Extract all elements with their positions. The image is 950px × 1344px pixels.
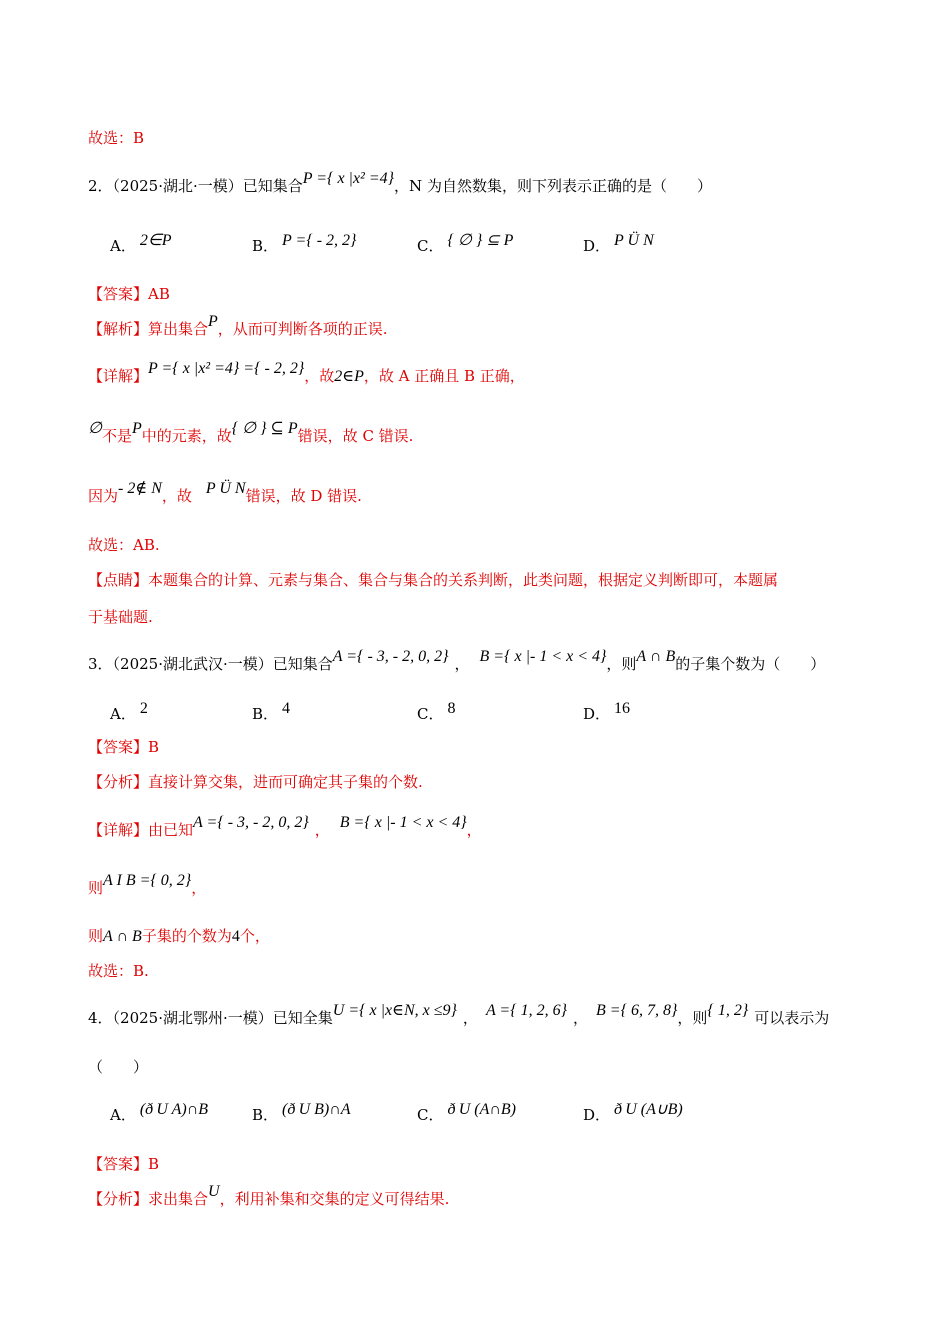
q4-option-c[interactable] xyxy=(417,1101,516,1126)
q3-option-a[interactable] xyxy=(110,700,148,725)
q3-detail-line-2 xyxy=(88,872,207,899)
option-label: A． xyxy=(110,1106,136,1124)
q4-option-d[interactable] xyxy=(583,1101,683,1126)
detail-text: ，故 xyxy=(304,367,335,385)
q2-answer: 【答案】AB xyxy=(88,285,170,303)
detail-math-2: { ∅ } ⊆ P xyxy=(231,420,298,437)
q4-stem-text-2: ，则 xyxy=(677,1009,708,1027)
analysis-math: P xyxy=(208,313,218,330)
separator-end: ， xyxy=(191,879,207,897)
q3-conclusion: 故选：B. xyxy=(88,962,149,980)
q4-set-a: A ={ 1, 2, 6} xyxy=(485,1002,568,1019)
q2-detail-line-2 xyxy=(88,420,414,447)
q2-option-a[interactable] xyxy=(110,232,172,257)
separator: ， xyxy=(462,1009,478,1027)
q4-answer: 【答案】B xyxy=(88,1155,160,1173)
q4-option-b[interactable] xyxy=(252,1101,351,1126)
q4-set-u: U ={ x |x∈N, x ≤9} xyxy=(332,1002,457,1019)
option-label: C． xyxy=(417,1106,444,1124)
detail-text-3: 错误，故 C 错误. xyxy=(297,427,414,445)
q2-detail-line-1 xyxy=(88,360,525,387)
analysis-math: U xyxy=(208,1183,220,1200)
detail-text: 则 xyxy=(88,927,104,945)
option-label: D． xyxy=(583,705,611,723)
detail-math: A ={ - 3, - 2, 0, 2} xyxy=(193,814,309,831)
q4-stem xyxy=(88,1002,830,1029)
q3-analysis: 【分析】直接计算交集，进而可确定其子集的个数. xyxy=(88,773,423,791)
q3-stem-text-3: 的子集个数为（ ） xyxy=(675,655,826,673)
detail-tag: 【详解】 xyxy=(88,821,149,839)
q4-stem-text: 4．（2025·湖北鄂州·一模）已知全集 xyxy=(88,1009,333,1027)
option-value: P Ü N xyxy=(614,232,654,249)
option-label: B． xyxy=(252,237,279,255)
option-value: 2∈P xyxy=(139,232,172,249)
detail-text-2: ，故 xyxy=(161,487,192,505)
q4-analysis xyxy=(88,1183,450,1210)
q2-comment-line-2: 于基础题. xyxy=(88,608,153,626)
option-value: (ð U A)∩B xyxy=(139,1101,209,1118)
detail-text: 由已知 xyxy=(148,821,194,839)
option-label: A． xyxy=(110,237,136,255)
detail-math-2: P Ü N xyxy=(205,480,246,497)
q3-answer: 【答案】B xyxy=(88,738,160,756)
detail-text-2: 子集的个数为 xyxy=(141,927,232,945)
q3-option-b[interactable] xyxy=(252,700,291,725)
detail-math: A I B ={ 0, 2} xyxy=(103,872,192,889)
q2-option-c[interactable] xyxy=(417,232,514,257)
q2-stem xyxy=(88,170,712,197)
q3-detail-line-3 xyxy=(88,926,270,947)
q3-stem xyxy=(88,648,826,675)
option-label: B． xyxy=(252,705,279,723)
q3-option-c[interactable] xyxy=(417,700,456,725)
q2-stem-text: 2．（2025·湖北·一模）已知集合 xyxy=(88,177,303,195)
option-value: (ð U B)∩A xyxy=(282,1101,351,1118)
option-value: { ∅ } ⊆ P xyxy=(447,232,514,249)
q4-option-a[interactable] xyxy=(110,1101,209,1126)
option-value: 2 xyxy=(139,700,148,717)
detail-math: A ∩ B xyxy=(103,928,142,945)
detail-number: 4 xyxy=(231,928,240,945)
q3-option-d[interactable] xyxy=(583,700,631,725)
analysis-text: 【分析】求出集合 xyxy=(88,1190,209,1208)
separator: ， xyxy=(314,821,330,839)
analysis-text: 【解析】算出集合 xyxy=(88,320,209,338)
detail-math: - 2∉ N xyxy=(118,480,162,497)
detail-math-2: 2∈P xyxy=(334,368,364,385)
q2-option-b[interactable] xyxy=(252,232,357,257)
q2-option-d[interactable] xyxy=(583,232,654,257)
option-label: B． xyxy=(252,1106,279,1124)
detail-text: 不是 xyxy=(101,427,132,445)
previous-conclusion: 故选：B xyxy=(88,129,145,147)
detail-math: P ={ x |x² =4} ={ - 2, 2} xyxy=(148,360,305,377)
detail-text-2: 中的元素，故 xyxy=(141,427,232,445)
option-label: D． xyxy=(583,1106,611,1124)
empty-set-symbol: ∅ xyxy=(88,420,102,437)
detail-math: P xyxy=(131,420,142,437)
detail-text: 因为 xyxy=(88,487,119,505)
q3-detail-line-1 xyxy=(88,814,482,841)
detail-text-3: 个， xyxy=(239,927,270,945)
option-value: 8 xyxy=(447,700,456,717)
detail-text: 则 xyxy=(88,879,104,897)
q3-set-b: B ={ x |- 1 < x < 4} xyxy=(479,648,607,665)
option-value: P ={ - 2, 2} xyxy=(282,232,357,249)
q4-stem-text-3: 可以表示为 xyxy=(754,1009,830,1027)
q4-set-b: B ={ 6, 7, 8} xyxy=(596,1002,678,1019)
analysis-text-2: ，从而可判断各项的正误. xyxy=(217,320,388,338)
separator-2: ， xyxy=(573,1009,589,1027)
detail-tag: 【详解】 xyxy=(88,367,149,385)
q3-stem-text-2: ，则 xyxy=(606,655,637,673)
q2-conclusion: 故选：AB. xyxy=(88,536,160,554)
q2-stem-text-2: ，N 为自然数集，则下列表示正确的是（ ） xyxy=(394,177,712,195)
detail-math-2: B ={ x |- 1 < x < 4} xyxy=(339,814,467,831)
option-label: C． xyxy=(417,237,444,255)
q4-set-c: { 1, 2} xyxy=(707,1002,749,1019)
q3-stem-math: A ∩ B xyxy=(636,648,676,665)
option-label: C． xyxy=(417,705,444,723)
separator: ， xyxy=(454,655,470,673)
option-label: D． xyxy=(583,237,611,255)
option-value: ð U (A∪B) xyxy=(614,1101,683,1118)
option-value: ð U (A∩B) xyxy=(447,1101,516,1118)
analysis-text-2: ，利用补集和交集的定义可得结果. xyxy=(219,1190,450,1208)
option-label: A． xyxy=(110,705,136,723)
option-value: 4 xyxy=(282,700,291,717)
detail-text-3: 错误，故 D 错误. xyxy=(245,487,362,505)
q2-analysis xyxy=(88,313,388,340)
option-value: 16 xyxy=(614,700,631,717)
separator-end: ， xyxy=(466,821,482,839)
q3-stem-text: 3．（2025·湖北武汉·一模）已知集合 xyxy=(88,655,333,673)
q2-comment-line-1: 【点睛】本题集合的计算、元素与集合、集合与集合的关系判断，此类问题，根据定义判断即可，本题属 xyxy=(88,571,779,589)
q4-paren: （ ） xyxy=(88,1058,149,1076)
q2-detail-line-3 xyxy=(88,480,362,507)
q3-set-a: A ={ - 3, - 2, 0, 2} xyxy=(332,648,449,665)
detail-text-2: ，故 A 正确且 B 正确， xyxy=(363,367,525,385)
q2-set-p: P ={ x |x² =4} xyxy=(302,170,395,187)
